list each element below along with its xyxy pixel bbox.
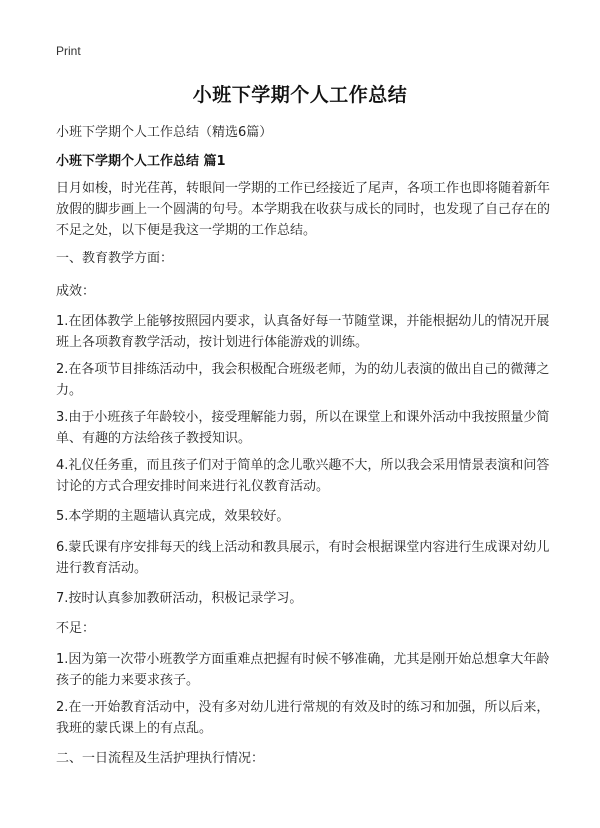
paragraph-item: 2.在各项节目排练活动中，我会积极配合班级老师，为的幼儿表演的做出自己的微薄之力。 xyxy=(56,362,550,398)
paragraph-heading-daily-routine: 二、一日流程及生活护理执行情况： xyxy=(56,751,265,766)
paragraph-item: 3.由于小班孩子年龄较小，接受理解能力弱，所以在课堂上和课外活动中我按照量少简单、有趣的方法给孩子教授知识。 xyxy=(56,410,550,446)
print-label: Print xyxy=(56,44,81,58)
document-subtitle: 小班下学期个人工作总结（精选6篇） xyxy=(56,125,273,140)
paragraph-item: 1.因为第一次带小班教学方面重难点把握有时候不够准确，尤其是刚开始总想拿大年龄孩子的能力来要求孩子。 xyxy=(56,652,550,688)
paragraph-heading-teaching: 一、教育教学方面： xyxy=(56,251,174,266)
section-heading: 小班下学期个人工作总结 篇1 xyxy=(56,154,226,169)
paragraph-item: 4.礼仪任务重，而且孩子们对于简单的念儿歌兴趣不大，所以我会采用情景表演和问答讨论的方式合理安排时间来进行礼仪教育活动。 xyxy=(56,458,550,494)
paragraph-item: 6.蒙氏课有序安排每天的线上活动和教具展示，有时会根据课堂内容进行生成课对幼儿进行教育活动。 xyxy=(56,540,550,576)
paragraph-item: 1.在团体教学上能够按照园内要求，认真备好每一节随堂课，并能根据幼儿的情况开展班上各项教育教学活动，按计划进行体能游戏的训练。 xyxy=(56,314,550,350)
paragraph-item: 2.在一开始教育活动中，没有多对幼儿进行常规的有效及时的练习和加强，所以后来，我班的蒙氏课上的有点乱。 xyxy=(56,700,550,736)
paragraph-shortcomings-label: 不足： xyxy=(56,621,96,636)
paragraph-results-label: 成效： xyxy=(56,284,96,299)
paragraph-item: 7.按时认真参加教研活动，积极记录学习。 xyxy=(56,591,303,606)
paragraph-item: 5.本学期的主题墙认真完成，效果较好。 xyxy=(56,509,290,524)
document-title: 小班下学期个人工作总结 xyxy=(192,84,408,106)
paragraph-intro: 日月如梭，时光荏苒，转眼间一学期的工作已经接近了尾声，各项工作也即将随着新年放假的脚步画上一个圆满的句号。本学期我在收获与成长的同时，也发现了自己存在的不足之处，以下便是我这一学期的工作总结。 xyxy=(56,181,551,238)
